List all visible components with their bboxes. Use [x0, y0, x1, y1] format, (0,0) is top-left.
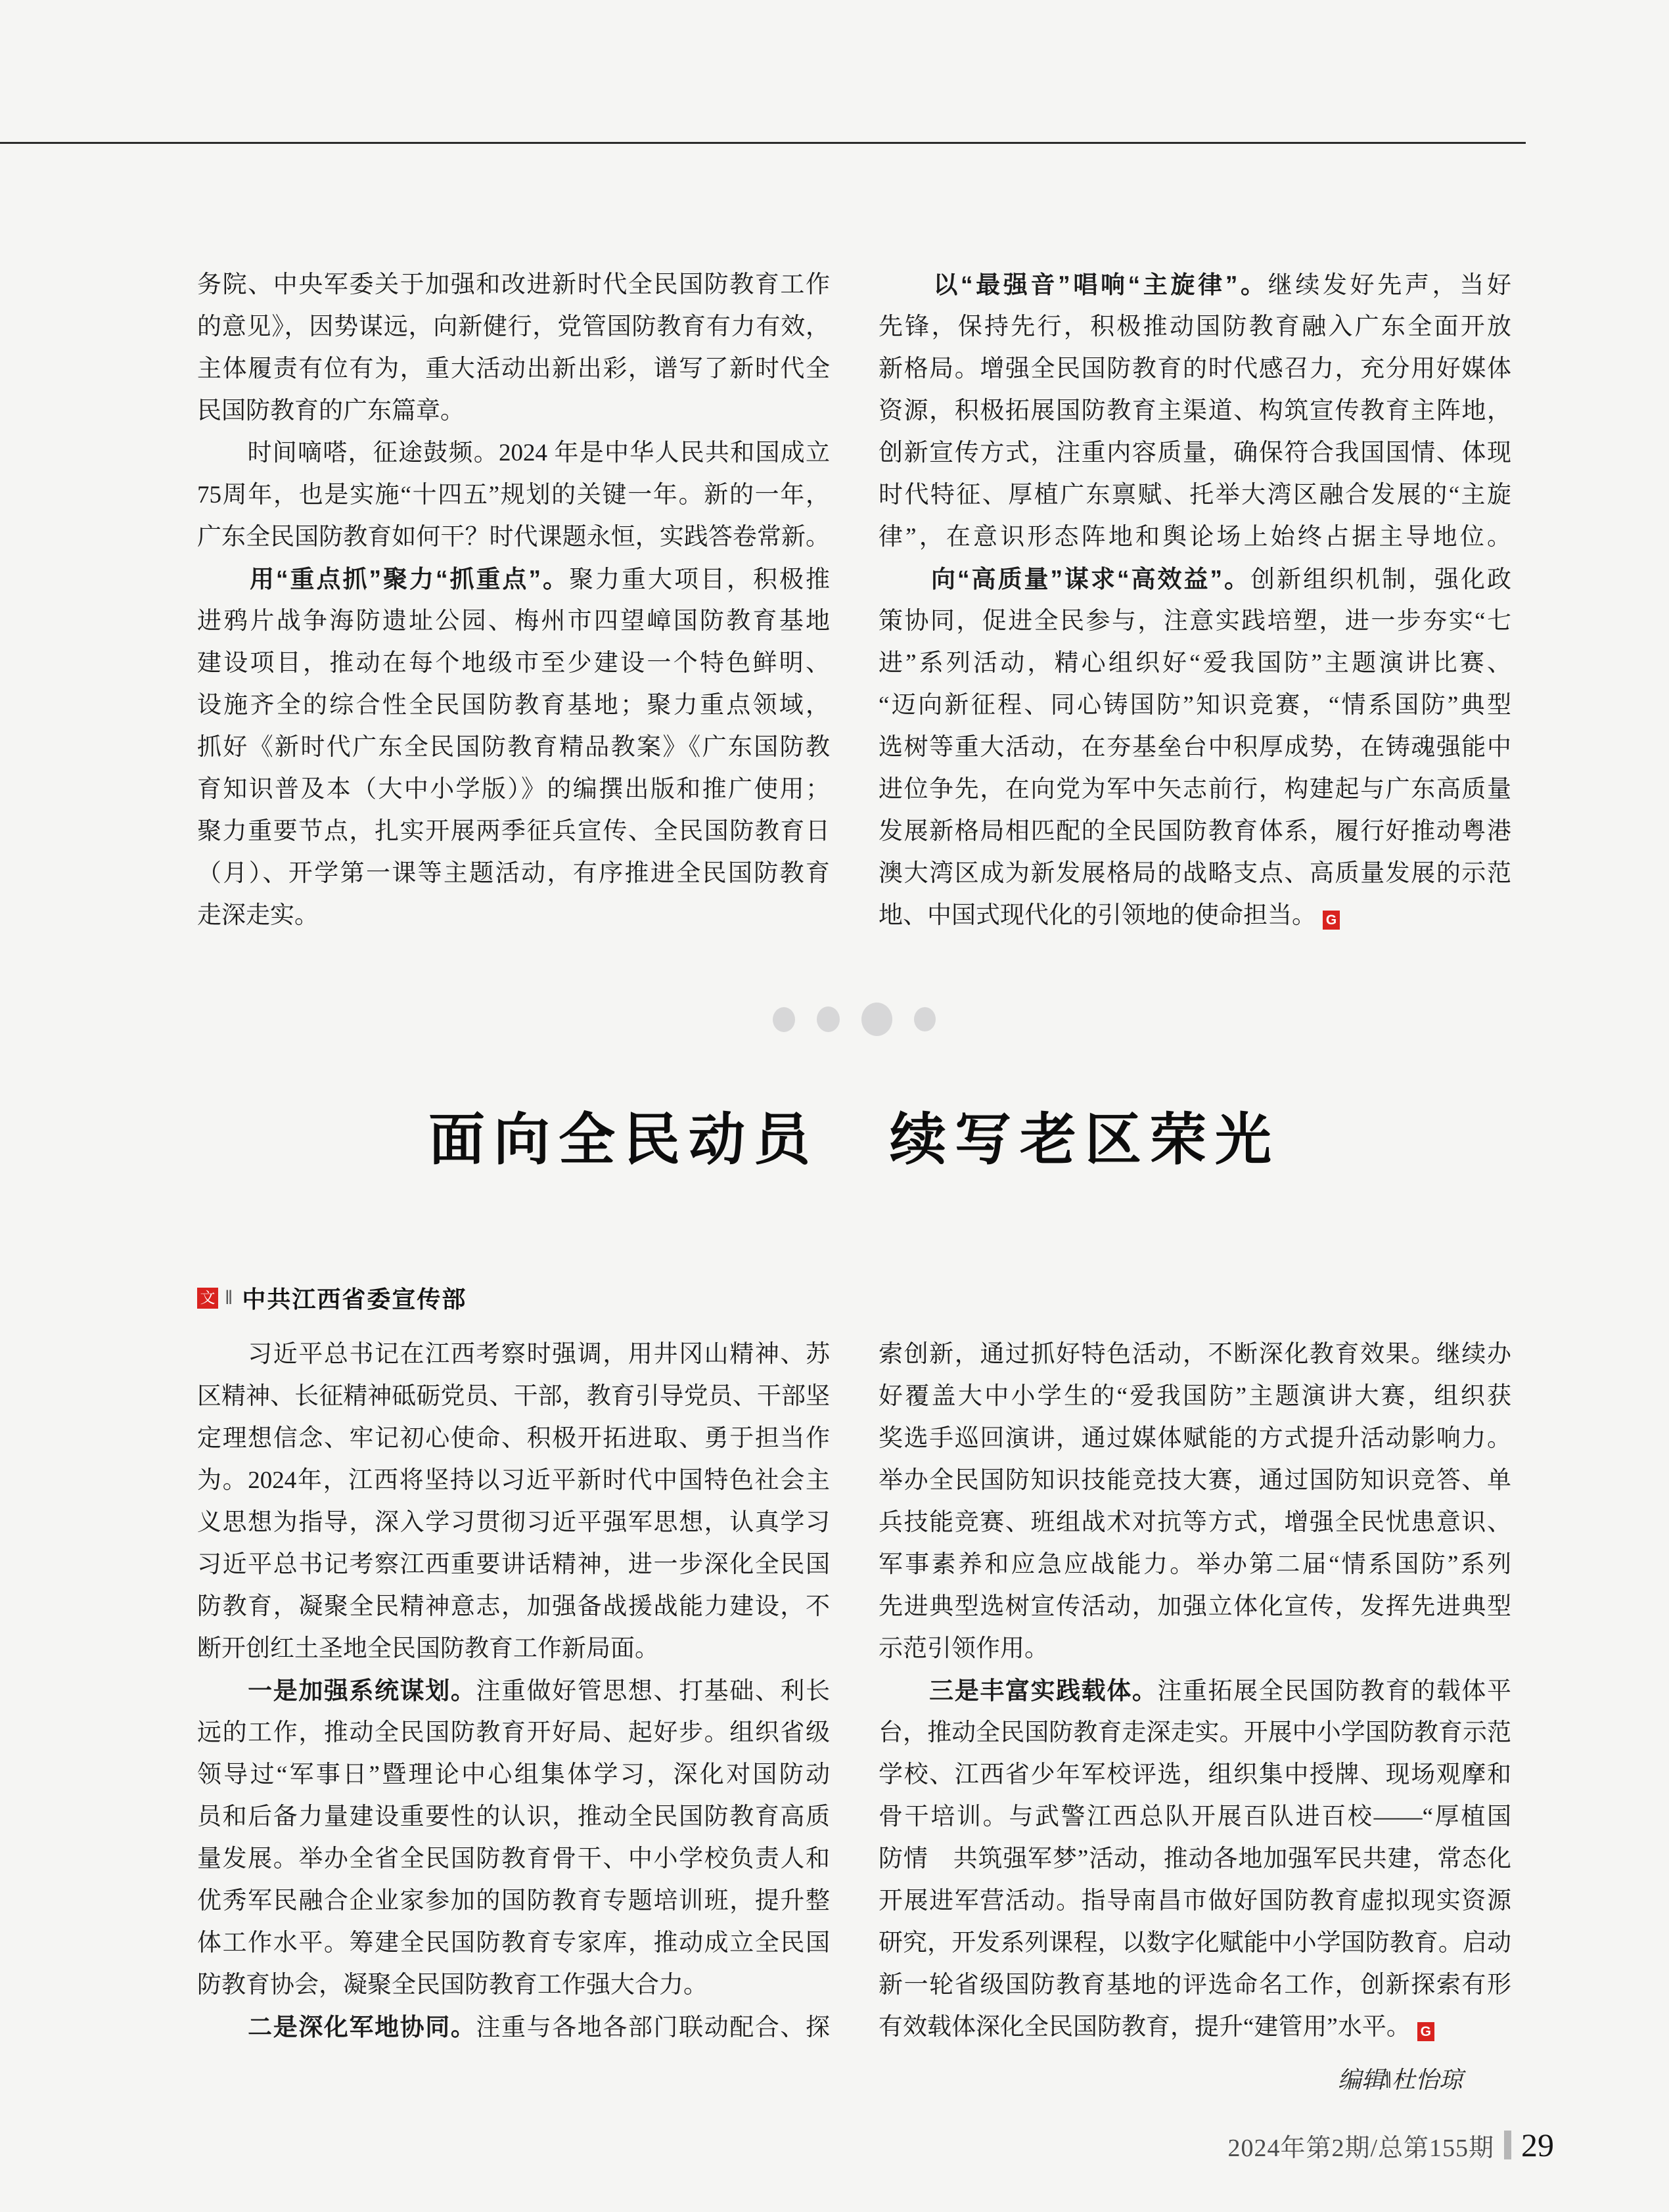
- text-line: [197, 1796, 830, 1838]
- text-line: [879, 1838, 1511, 1880]
- text-line: [197, 1880, 830, 1922]
- text-line: [197, 811, 830, 853]
- line-text: 义思想为指导，深入学习贯彻习近平强军思想，认真学习: [197, 1509, 830, 1536]
- text-line: [879, 1586, 1511, 1628]
- text-line: [197, 390, 830, 432]
- text-line: [197, 1922, 830, 1964]
- text-line: [197, 558, 830, 600]
- text-line: [197, 1376, 830, 1418]
- lead-in-bold: 用“重点抓”聚力“抓重点”。: [197, 566, 569, 593]
- text-line: [197, 895, 830, 937]
- line-text: 时间嘀嗒，征途鼓频。2024 年是中华人民共和国成立: [197, 440, 830, 466]
- line-text: 发展新格局相匹配的全民国防教育体系，履行好推动粤港: [879, 818, 1511, 845]
- line-text: 注重与各地各部门联动配合、探: [476, 2014, 830, 2041]
- text-line: [197, 1544, 830, 1586]
- line-text: 创新组织机制，强化政: [1250, 566, 1511, 593]
- text-line: [197, 432, 830, 474]
- article-end-mark-icon: G: [1417, 2022, 1434, 2041]
- text-line: [879, 1544, 1511, 1586]
- text-line: [879, 1964, 1511, 2006]
- text-line: [879, 1628, 1511, 1670]
- text-line: [879, 474, 1511, 516]
- text-line: [197, 306, 830, 348]
- line-text: 断开创红土圣地全民国防教育工作新局面。: [197, 1635, 659, 1662]
- byline-author: 中共江西省委宣传部: [242, 1286, 467, 1313]
- text-line: [879, 2006, 1511, 2048]
- line-text: 继续发好先声，当好: [1268, 272, 1511, 299]
- text-line: [879, 1880, 1511, 1922]
- text-line: [879, 769, 1511, 811]
- text-line: [879, 1460, 1511, 1502]
- text-line: [197, 348, 830, 390]
- text-line: [879, 516, 1511, 558]
- line-text: 设施齐全的综合性全民国防教育基地；聚力重点领域，: [197, 692, 830, 719]
- text-line: [197, 516, 830, 558]
- line-text: 区精神、长征精神砥砺党员、干部，教育引导党员、干部坚: [197, 1383, 830, 1410]
- top-rule: [0, 142, 1526, 144]
- text-line: [197, 474, 830, 516]
- line-text: 务院、中央军委关于加强和改进新时代全民国防教育工作: [197, 271, 830, 298]
- text-line: [197, 1502, 830, 1544]
- text-line: [879, 727, 1511, 769]
- text-line: [197, 685, 830, 727]
- line-text: 进”系列活动，精心组织好“爱我国防”主题演讲比赛、: [879, 650, 1511, 677]
- line-text: 先进典型选树宣传活动，加强立体化宣传，发挥先进典型: [879, 1593, 1511, 1620]
- line-text: 员和后备力量建设重要性的认识，推动全民国防教育高质: [197, 1803, 830, 1830]
- line-text: 防教育协会，凝聚全民国防教育工作强大合力。: [197, 1972, 708, 1998]
- title-part1: 面向全民动员: [428, 1108, 819, 1171]
- text-line: [879, 811, 1511, 853]
- text-line: [197, 1418, 830, 1460]
- line-text: 进位争先，在向党为军中矢志前行，构建起与广东高质量: [879, 776, 1511, 803]
- article1-right-column: [879, 264, 1511, 937]
- text-line: [197, 264, 830, 306]
- text-line: [879, 306, 1511, 348]
- line-text: 学校、江西省少年军校评选，组织集中授牌、现场观摩和: [879, 1761, 1511, 1788]
- line-text: 为。2024年，江西将坚持以习近平新时代中国特色社会主: [197, 1467, 830, 1494]
- article2-right-column: [879, 1334, 1511, 2048]
- line-text: 75周年，也是实施“十四五”规划的关键一年。新的一年，: [197, 482, 830, 508]
- line-text: 注重拓展全民国防教育的载体平: [1157, 1678, 1511, 1705]
- line-text: 策协同，促进全民参与，注意实践培塑，进一步夯实“七: [879, 608, 1511, 635]
- text-line: [197, 1628, 830, 1670]
- line-text: 主体履责有位有为，重大活动出新出彩，谱写了新时代全: [197, 355, 830, 382]
- line-text: 聚力重要节点，扎实开展两季征兵宣传、全民国防教育日: [197, 818, 830, 845]
- line-text: 防教育，凝聚全民精神意志，加强备战援战能力建设，不: [197, 1593, 830, 1620]
- article-end-mark-icon: G: [1323, 911, 1340, 930]
- wen-marker-icon: 文: [197, 1288, 218, 1309]
- text-line: [197, 1586, 830, 1628]
- line-text: 举办全民国防知识技能竞技大赛，通过国防知识竞答、单: [879, 1467, 1511, 1494]
- line-text: 兵技能竞赛、班组战术对抗等方式，增强全民忧患意识、: [879, 1509, 1511, 1536]
- line-text: 进鸦片战争海防遗址公园、梅州市四望嶂国防教育基地: [197, 608, 830, 635]
- text-line: [197, 1712, 830, 1754]
- lead-in-bold: 二是深化军地协同。: [197, 2014, 476, 2041]
- line-text: 建设项目，推动在每个地级市至少建设一个特色鲜明、: [197, 650, 830, 677]
- line-text: “迈向新征程、同心铸国防”知识竞赛，“情系国防”典型: [879, 692, 1511, 719]
- line-text: 体工作水平。筹建全民国防教育专家库，推动成立全民国: [197, 1930, 830, 1956]
- article2-byline: [197, 1281, 467, 1315]
- line-text: 澳大湾区成为新发展格局的战略支点、高质量发展的示范: [879, 860, 1511, 887]
- text-line: [879, 1712, 1511, 1754]
- text-line: [197, 600, 830, 643]
- line-text: 习近平总书记在江西考察时强调，用井冈山精神、苏: [197, 1341, 830, 1368]
- line-text: 研究，开发系列课程，以数字化赋能中小学国防教育。启动: [879, 1930, 1511, 1956]
- line-text: 领导过“军事日”暨理论中心组集体学习，深化对国防动: [197, 1761, 830, 1788]
- text-line: [879, 685, 1511, 727]
- text-line: [879, 1670, 1511, 1712]
- text-line: [879, 1796, 1511, 1838]
- text-line: [197, 1670, 830, 1712]
- text-line: [879, 853, 1511, 895]
- text-line: [197, 1754, 830, 1796]
- line-text: （月）、开学第一课等主题活动，有序推进全民国防教育: [197, 860, 830, 887]
- text-line: [197, 2006, 830, 2048]
- line-text: 奖选手巡回演讲，通过媒体赋能的方式提升活动影响力。: [879, 1425, 1511, 1452]
- text-line: [197, 769, 830, 811]
- line-text: 有效载体深化全民国防教育，提升“建管用”水平。: [879, 2014, 1411, 2041]
- line-text: 地、中国式现代化的引领地的使命担当。: [879, 902, 1316, 929]
- line-text: 索创新，通过抓好特色活动，不断深化教育效果。继续办: [879, 1341, 1511, 1368]
- text-line: [879, 558, 1511, 600]
- text-line: [879, 1376, 1511, 1418]
- line-text: 走深走实。: [197, 902, 319, 929]
- text-line: [879, 600, 1511, 643]
- line-text: 示范引领作用。: [879, 1635, 1049, 1662]
- text-line: [197, 1334, 830, 1376]
- text-line: [879, 390, 1511, 432]
- footer-divider-bar-icon: [1504, 2131, 1511, 2159]
- text-line: [879, 895, 1511, 937]
- text-line: [879, 1754, 1511, 1796]
- lead-in-bold: 以“最强音”唱响“主旋律”。: [879, 271, 1268, 298]
- text-line: [879, 432, 1511, 474]
- divider-dot-icon: [861, 1003, 892, 1036]
- issue-info: 2024年第2期/总第155期: [1227, 2134, 1494, 2162]
- line-text: 注重做好管思想、打基础、利长: [476, 1678, 830, 1705]
- text-line: [879, 643, 1511, 685]
- line-text: 习近平总书记考察江西重要讲话精神，进一步深化全民国: [197, 1551, 830, 1578]
- line-text: 资源，积极拓展国防教育主渠道、构筑宣传教育主阵地，: [879, 397, 1511, 424]
- line-text: 好覆盖大中小学生的“爱我国防”主题演讲大赛，组织获: [879, 1383, 1511, 1410]
- article2-title: [197, 1109, 1511, 1171]
- line-text: 台，推动全民国防教育走深走实。开展中小学国防教育示范: [879, 1719, 1511, 1746]
- line-text: 量发展。举办全省全民国防教育骨干、中小学校负责人和: [197, 1845, 830, 1872]
- text-line: [879, 1502, 1511, 1544]
- text-line: [197, 727, 830, 769]
- page-footer: [1227, 2126, 1554, 2164]
- text-line: [879, 348, 1511, 390]
- article2-body: [197, 1334, 1511, 2048]
- text-line: [197, 1838, 830, 1880]
- line-text: 的意见》，因势谋远，向新健行，党管国防教育有力有效，: [197, 313, 830, 340]
- text-line: [197, 1964, 830, 2006]
- line-text: 抓好《新时代广东全民国防教育精品教案》《广东国防教: [197, 734, 830, 761]
- divider-dot-icon: [914, 1007, 936, 1031]
- text-line: [879, 1418, 1511, 1460]
- line-text: 先锋，保持先行，积极推动国防教育融入广东全面开放: [879, 313, 1511, 340]
- line-text: 定理想信念、牢记初心使命、积极开拓进取、勇于担当作: [197, 1425, 830, 1452]
- line-text: 时代特征、厚植广东禀赋、托举大湾区融合发展的“主旋: [879, 482, 1511, 508]
- lead-in-bold: 三是丰富实践载体。: [879, 1677, 1158, 1704]
- line-text: 选树等重大活动，在夯基垒台中积厚成势，在铸魂强能中: [879, 734, 1511, 761]
- editor-credit: 编辑‖杜怡琼: [1337, 2067, 1463, 2093]
- article2-left-column: [197, 1334, 830, 2048]
- text-line: [879, 1334, 1511, 1376]
- article1-left-column: [197, 264, 830, 937]
- text-line: [879, 264, 1511, 306]
- line-text: 聚力重大项目，积极推: [569, 566, 830, 593]
- line-text: 育知识普及本（大中小学版）》的编撰出版和推广使用；: [197, 776, 830, 803]
- line-text: 骨干培训。与武警江西总队开展百队进百校——“厚植国: [879, 1803, 1511, 1830]
- line-text: 军事素养和应急应战能力。举办第二届“情系国防”系列: [879, 1551, 1511, 1578]
- text-line: [197, 853, 830, 895]
- line-text: 优秀军民融合企业家参加的国防教育专题培训班，提升整: [197, 1887, 830, 1914]
- line-text: 远的工作，推动全民国防教育开好局、起好步。组织省级: [197, 1719, 830, 1746]
- lead-in-bold: 一是加强系统谋划。: [197, 1677, 476, 1704]
- line-text: 开展进军营活动。指导南昌市做好国防教育虚拟现实资源: [879, 1887, 1511, 1914]
- line-text: 新格局。增强全民国防教育的时代感召力，充分用好媒体: [879, 355, 1511, 382]
- line-text: 创新宣传方式，注重内容质量，确保符合我国国情、体现: [879, 440, 1511, 466]
- byline-separator: ‖: [225, 1286, 233, 1309]
- line-text: 防情 共筑强军梦”活动，推动各地加强军民共建，常态化: [879, 1845, 1511, 1872]
- title-part2: 续写老区荣光: [890, 1108, 1280, 1171]
- text-line: [197, 643, 830, 685]
- section-divider-dots: [197, 1003, 1511, 1036]
- divider-dot-icon: [773, 1007, 795, 1032]
- article1-body: [197, 264, 1511, 937]
- line-text: 新一轮省级国防教育基地的评选命名工作，创新探索有形: [879, 1972, 1511, 1998]
- text-line: [879, 1922, 1511, 1964]
- line-text: 律”，在意识形态阵地和舆论场上始终占据主导地位。: [879, 524, 1511, 551]
- line-text: 民国防教育的广东篇章。: [197, 397, 465, 424]
- page-number: 29: [1521, 2127, 1554, 2163]
- line-text: 广东全民国防教育如何干？时代课题永恒，实践答卷常新。: [197, 524, 830, 551]
- lead-in-bold: 向“高质量”谋求“高效益”。: [879, 566, 1250, 593]
- divider-dot-icon: [817, 1006, 840, 1032]
- text-line: [197, 1460, 830, 1502]
